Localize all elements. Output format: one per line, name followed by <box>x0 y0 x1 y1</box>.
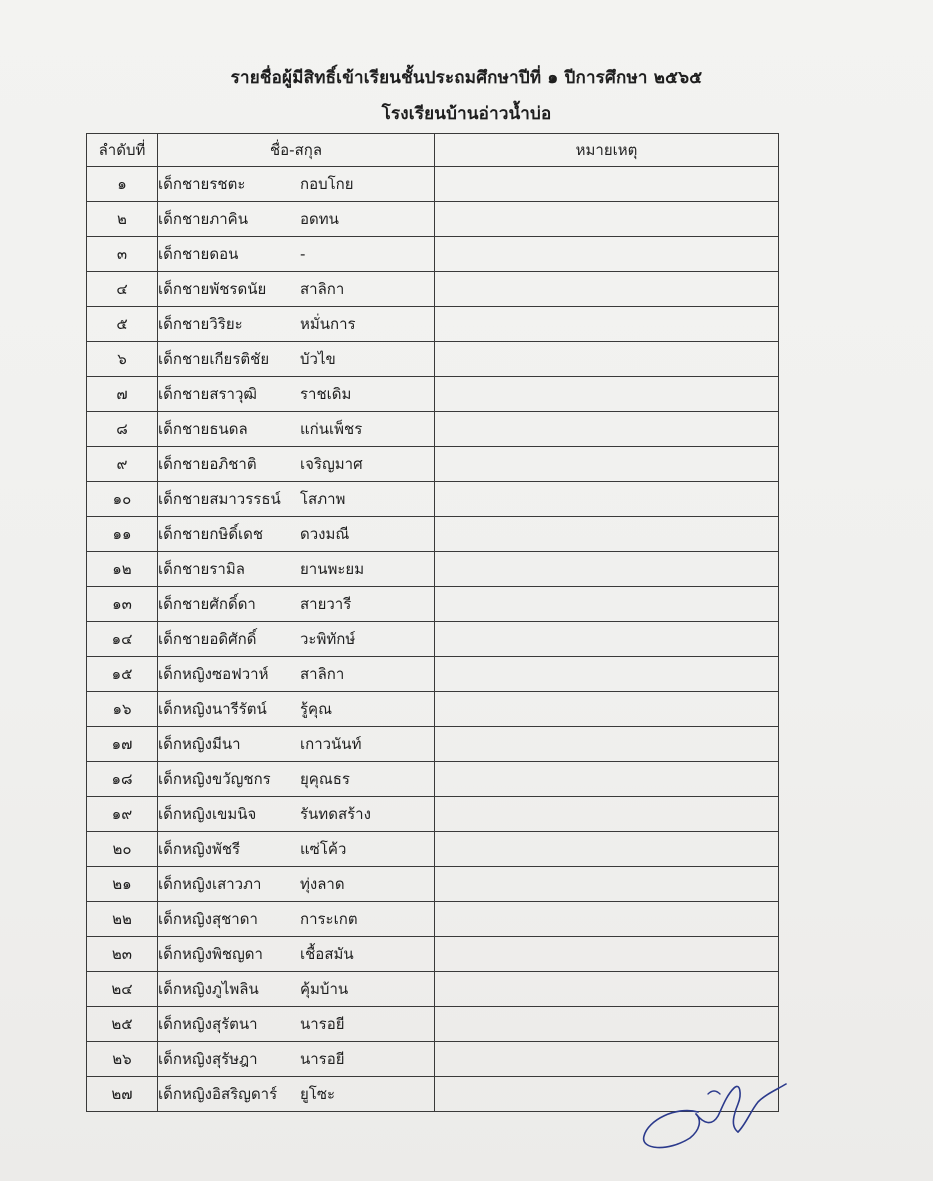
student-name-cell <box>158 832 435 867</box>
row-note <box>435 412 779 447</box>
document-title: รายชื่อผู้มีสิทธิ์เข้าเรียนชั้นประถมศึกษาปีที่ ๑ ปีการศึกษา ๒๕๖๕ <box>230 68 703 88</box>
row-note <box>435 762 779 797</box>
student-name-cell <box>158 587 435 622</box>
row-number: ๕ <box>87 307 158 342</box>
row-number: ๑๕ <box>87 657 158 692</box>
student-name-cell <box>158 657 435 692</box>
row-note <box>435 727 779 762</box>
student-last-name: ยุคุณธร <box>300 770 350 788</box>
student-first-name: เด็กชายอภิชาติ <box>158 455 257 473</box>
student-name-cell <box>158 762 435 797</box>
row-number: ๒๓ <box>87 937 158 972</box>
table-row <box>87 657 779 692</box>
student-first-name: เด็กชายวิริยะ <box>158 315 243 333</box>
student-name-cell <box>158 797 435 832</box>
student-name-cell <box>158 517 435 552</box>
row-number: ๘ <box>87 412 158 447</box>
student-name-cell <box>158 202 435 237</box>
student-last-name: สาลิกา <box>300 280 345 298</box>
student-last-name: แซ่โค้ว <box>300 840 347 858</box>
table-row <box>87 972 779 1007</box>
row-number: ๑๘ <box>87 762 158 797</box>
row-number: ๑๖ <box>87 692 158 727</box>
student-first-name: เด็กชายเกียรติชัย <box>158 350 270 368</box>
student-first-name: เด็กชายดอน <box>158 245 239 263</box>
table-row <box>87 832 779 867</box>
header-name: ชื่อ-สกุล <box>158 134 435 167</box>
row-number: ๒๑ <box>87 867 158 902</box>
student-last-name: ดวงมณี <box>300 525 350 543</box>
row-note <box>435 1007 779 1042</box>
row-number: ๑๒ <box>87 552 158 587</box>
student-first-name: เด็กชายพัชรดนัย <box>158 280 267 298</box>
table-row <box>87 482 779 517</box>
row-number: ๑๓ <box>87 587 158 622</box>
student-name-cell <box>158 937 435 972</box>
row-note <box>435 972 779 1007</box>
table-row <box>87 307 779 342</box>
row-note <box>435 797 779 832</box>
table-row <box>87 272 779 307</box>
student-name-cell <box>158 447 435 482</box>
row-number: ๑๑ <box>87 517 158 552</box>
student-first-name: เด็กชายศักดิ์ดา <box>158 595 256 613</box>
row-note <box>435 237 779 272</box>
table-row <box>87 202 779 237</box>
student-first-name: เด็กชายรชตะ <box>158 175 246 193</box>
row-note <box>435 307 779 342</box>
row-number: ๒๔ <box>87 972 158 1007</box>
row-number: ๒๕ <box>87 1007 158 1042</box>
row-number: ๑ <box>87 167 158 202</box>
row-note <box>435 517 779 552</box>
student-last-name: เจริญมาศ <box>300 455 363 473</box>
student-first-name: เด็กหญิงสุชาดา <box>158 910 258 928</box>
student-name-cell <box>158 867 435 902</box>
student-first-name: เด็กชายธนดล <box>158 420 248 438</box>
table-row <box>87 517 779 552</box>
table-row <box>87 937 779 972</box>
student-first-name: เด็กหญิงภูไพลิน <box>158 980 259 998</box>
row-number: ๓ <box>87 237 158 272</box>
row-number: ๑๐ <box>87 482 158 517</box>
header-number: ลำดับที่ <box>87 134 158 167</box>
table-row <box>87 692 779 727</box>
student-name-cell <box>158 622 435 657</box>
table-body <box>87 167 779 1112</box>
student-last-name: อดทน <box>300 210 339 228</box>
row-note <box>435 377 779 412</box>
row-number: ๑๙ <box>87 797 158 832</box>
student-name-cell <box>158 727 435 762</box>
student-last-name: รู้คุณ <box>300 700 333 718</box>
student-name-cell <box>158 412 435 447</box>
student-first-name: เด็กหญิงมีนา <box>158 735 241 753</box>
signature-image <box>638 1068 798 1156</box>
student-name-cell <box>158 972 435 1007</box>
table-row <box>87 797 779 832</box>
row-note <box>435 832 779 867</box>
school-name: โรงเรียนบ้านอ่าวน้ำบ่อ <box>381 104 552 124</box>
student-last-name: นารอยี <box>300 1015 345 1033</box>
student-first-name: เด็กชายสมาวรรธน์ <box>158 490 281 508</box>
student-first-name: เด็กหญิงขวัญชกร <box>158 770 271 788</box>
student-name-cell <box>158 272 435 307</box>
row-number: ๔ <box>87 272 158 307</box>
student-name-cell <box>158 1077 435 1112</box>
student-first-name: เด็กชายอดิศักดิ์ <box>158 630 257 648</box>
student-last-name: แก่นเพ็ชร <box>300 420 363 438</box>
row-note <box>435 552 779 587</box>
student-last-name: กอบโกย <box>300 175 354 193</box>
table-row <box>87 762 779 797</box>
student-name-cell <box>158 307 435 342</box>
table-row <box>87 552 779 587</box>
student-name-cell <box>158 482 435 517</box>
student-last-name: เกาวนันท์ <box>300 735 362 753</box>
table-row <box>87 1007 779 1042</box>
student-first-name: เด็กหญิงสุรัษฎา <box>158 1050 258 1068</box>
row-note <box>435 692 779 727</box>
row-note <box>435 447 779 482</box>
student-last-name: รันทดสร้าง <box>300 805 371 823</box>
table-row <box>87 342 779 377</box>
student-last-name: ยูโซะ <box>300 1085 336 1103</box>
row-number: ๙ <box>87 447 158 482</box>
student-last-name: - <box>300 245 306 263</box>
row-number: ๑๔ <box>87 622 158 657</box>
student-last-name: สาลิกา <box>300 665 345 683</box>
row-note <box>435 622 779 657</box>
table-row <box>87 377 779 412</box>
student-first-name: เด็กหญิงพิชญดา <box>158 945 263 963</box>
table-row <box>87 622 779 657</box>
table-row <box>87 237 779 272</box>
row-number: ๒๖ <box>87 1042 158 1077</box>
student-name-cell <box>158 377 435 412</box>
student-first-name: เด็กชายกษิดิ์เดช <box>158 525 264 543</box>
student-name-cell <box>158 1042 435 1077</box>
row-note <box>435 587 779 622</box>
student-name-cell <box>158 902 435 937</box>
student-first-name: เด็กชายรามิล <box>158 560 245 578</box>
row-note <box>435 867 779 902</box>
row-number: ๒ <box>87 202 158 237</box>
student-last-name: การะเกต <box>300 910 358 928</box>
table-row <box>87 447 779 482</box>
student-name-cell <box>158 552 435 587</box>
student-first-name: เด็กหญิงพัชรี <box>158 840 241 858</box>
student-first-name: เด็กหญิงนารีรัตน์ <box>158 700 267 718</box>
row-number: ๒๒ <box>87 902 158 937</box>
row-note <box>435 657 779 692</box>
student-first-name: เด็กหญิงซอฟวาห์ <box>158 665 269 683</box>
table-row <box>87 167 779 202</box>
row-number: ๑๗ <box>87 727 158 762</box>
table-header-row <box>87 134 779 167</box>
row-note <box>435 272 779 307</box>
student-first-name: เด็กชายสราวุฒิ <box>158 385 257 403</box>
table-row <box>87 412 779 447</box>
row-note <box>435 482 779 517</box>
row-note <box>435 937 779 972</box>
row-number: ๒๗ <box>87 1077 158 1112</box>
row-note <box>435 167 779 202</box>
student-last-name: สายวารี <box>300 595 352 613</box>
student-last-name: ราชเดิม <box>300 385 352 403</box>
student-first-name: เด็กหญิงเสาวภา <box>158 875 262 893</box>
student-last-name: เชื้อสมัน <box>300 945 354 963</box>
student-roster-table <box>86 133 779 1112</box>
student-name-cell <box>158 1007 435 1042</box>
row-number: ๒๐ <box>87 832 158 867</box>
table-row <box>87 727 779 762</box>
table-row <box>87 867 779 902</box>
student-name-cell <box>158 342 435 377</box>
row-number: ๗ <box>87 377 158 412</box>
student-last-name: โสภาพ <box>300 490 346 508</box>
student-last-name: คุ้มบ้าน <box>300 980 349 998</box>
row-note <box>435 902 779 937</box>
student-name-cell <box>158 692 435 727</box>
student-last-name: ทุ่งลาด <box>300 875 345 893</box>
student-first-name: เด็กหญิงอิสริญดาร์ <box>158 1085 278 1103</box>
row-number: ๖ <box>87 342 158 377</box>
student-last-name: ยานพะยม <box>300 560 365 578</box>
student-name-cell <box>158 167 435 202</box>
student-first-name: เด็กหญิงสุรัตนา <box>158 1015 258 1033</box>
student-name-cell <box>158 237 435 272</box>
row-note <box>435 342 779 377</box>
table-row <box>87 587 779 622</box>
student-first-name: เด็กชายภาคิน <box>158 210 248 228</box>
student-first-name: เด็กหญิงเขมนิจ <box>158 805 257 823</box>
header-note: หมายเหตุ <box>435 134 779 167</box>
table-row <box>87 902 779 937</box>
student-last-name: นารอยี <box>300 1050 345 1068</box>
student-last-name: วะพิทักษ์ <box>300 630 356 648</box>
student-last-name: หมั่นการ <box>300 315 356 333</box>
row-note <box>435 202 779 237</box>
student-last-name: บัวไข <box>300 350 336 368</box>
